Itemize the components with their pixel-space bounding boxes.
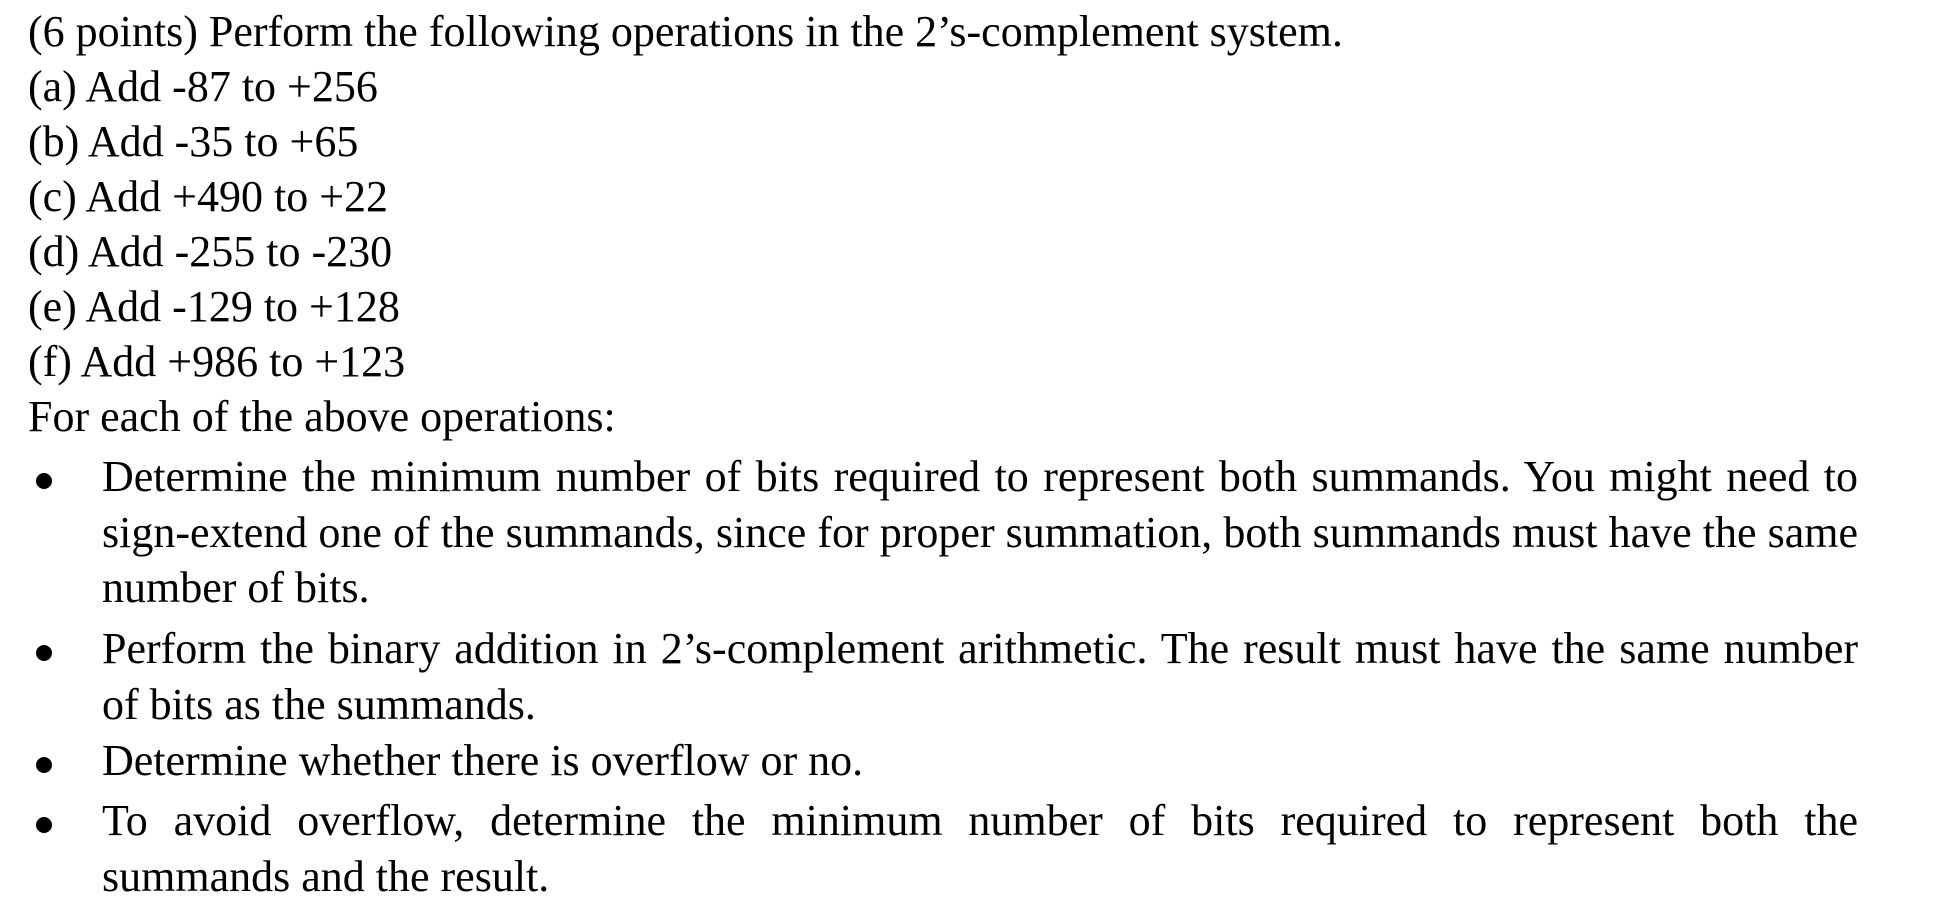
bullet-dot-icon: [36, 757, 52, 773]
bullet-text: Determine whether there is overflow or no.: [102, 736, 864, 785]
bullet-dot-icon: [36, 645, 52, 661]
operation-e: (e) Add -129 to +128: [28, 282, 400, 331]
bullet-dot-icon: [36, 817, 52, 833]
bullet-text: To avoid overflow, determine the minimum number of bits required to represent both the summands and the result.: [102, 796, 1858, 901]
bullet-dot-icon: [36, 473, 52, 489]
operation-a: (a) Add -87 to +256: [28, 62, 378, 111]
problem-heading: (6 points) Perform the following operations in the 2’s-complement system.: [28, 7, 1343, 56]
operation-d: (d) Add -255 to -230: [28, 227, 393, 276]
instructions-intro: For each of the above operations:: [28, 392, 616, 441]
operation-b: (b) Add -35 to +65: [28, 117, 359, 166]
bullet-text: Determine the minimum number of bits required to represent both summands. You might need to sign-extend one of the summands, since for proper summation, both summands must have the same number of bits.: [102, 452, 1858, 612]
operation-f: (f) Add +986 to +123: [28, 337, 406, 386]
bullet-text: Perform the binary addition in 2’s-complement arithmetic. The result must have the same number of bits as the summands.: [102, 624, 1858, 729]
operation-c: (c) Add +490 to +22: [28, 172, 389, 221]
